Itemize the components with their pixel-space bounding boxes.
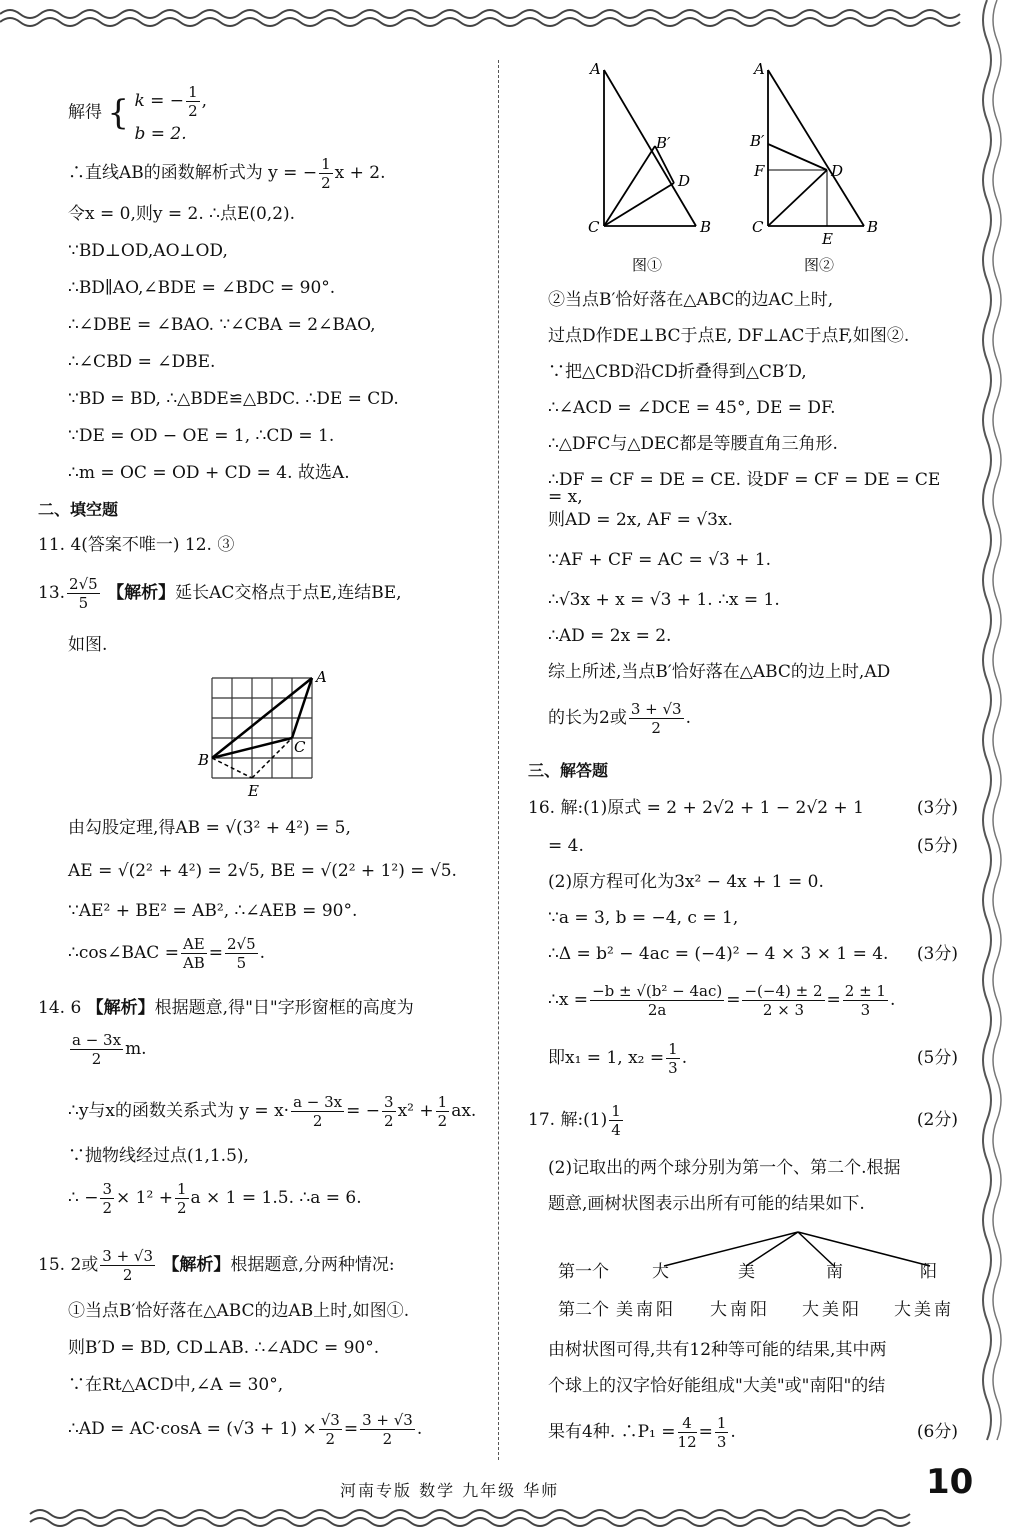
fig2-label-a: A	[754, 60, 765, 78]
text-line: ∴y与x的函数关系式为 y = x· $\frac{a - 3x}{2}$ = − $\frac{3}{2}$ x² + $\frac{1}{2}$ ax.	[68, 1093, 477, 1130]
grid-label-c: C	[294, 738, 306, 756]
fig1-label-bprime: B′	[656, 134, 671, 152]
fig1-label-b: B	[700, 218, 712, 236]
text-line: 题意,画树状图表示出所有可能的结果如下.	[548, 1194, 865, 1214]
text-line: ∵DE = OD − OE = 1, ∴CD = 1.	[68, 426, 335, 446]
text-line: ∴∠ACD = ∠DCE = 45°, DE = DF.	[548, 398, 836, 418]
page-footer: 河南专版 数学 九年级 华师	[340, 1481, 560, 1500]
text-line: ∵抛物线经过点(1,1.5),	[68, 1146, 249, 1166]
top-wave-border	[0, 0, 1017, 40]
fig2-label-c: C	[752, 218, 764, 236]
text-line: ∵AE² + BE² = AB², ∴∠AEB = 90°.	[68, 901, 358, 921]
tree-node: 大	[652, 1262, 669, 1282]
text-line: $\frac{a - 3x}{2}$ m.	[72, 1031, 147, 1068]
q16-line2: = 4. (5分)	[548, 836, 958, 856]
text-line: ①当点B′恰好落在△ABC的边AB上时,如图①.	[68, 1301, 410, 1321]
grid-label-a: A	[316, 670, 327, 686]
q16-line1: 16. 解:(1)原式 = 2 + 2√2 + 1 − 2√2 + 1 (3分)	[528, 798, 958, 818]
text-line: ∴cos∠BAC = $\frac{AE}{AB}$ = $\frac{2√5}{5}$ .	[68, 935, 266, 972]
text-line: 由勾股定理,得AB = √(3² + 4²) = 5,	[68, 818, 351, 838]
text-line: 过点D作DE⊥BC于点E, DF⊥AC于点F,如图②.	[548, 326, 910, 346]
q16-formula: ∴x = $\frac{\text{−b ± √(b² − 4ac)}}{2a}$ = $\frac{-(-4) \pm 2}{2 \times 3}$ = $\frac{2 \pm 1}{3}$ .	[548, 982, 896, 1019]
text-line: ∵a = 3, b = −4, c = 1,	[548, 908, 739, 928]
text-line: ∴AD = 2x = 2.	[548, 626, 672, 646]
tree-leaf-group: 大南阳	[710, 1300, 770, 1320]
fig2-label-f: F	[754, 162, 765, 180]
fig2-label-d: D	[831, 162, 844, 180]
q17-line6: 果有4种. ∴P₁ = $\frac{4}{12}$ = $\frac{1}{3}$ . (6分)	[548, 1414, 958, 1451]
tree-leaf-group: 大美阳	[802, 1300, 862, 1320]
text-line: ∴AD = AC·cosA = (√3 + 1) × $\frac{√3}{2}$ = $\frac{3 + √3}{2}$ .	[68, 1411, 423, 1448]
grid-figure	[192, 670, 342, 800]
text-line: ∴ − $\frac{3}{2}$ × 1² + $\frac{1}{2}$ a × 1 = 1.5. ∴a = 6.	[68, 1180, 362, 1217]
text-line: 的长为2或 $\frac{3 + √3}{2}$ .	[548, 700, 691, 737]
q16-line7: 即x₁ = 1, x₂ = $\frac{1}{3}$ . (5分)	[548, 1040, 958, 1077]
fig1-label-a: A	[590, 60, 601, 78]
text-line: ∴m = OC = OD + CD = 4. 故选A.	[68, 463, 350, 483]
triangle-figures	[580, 58, 890, 283]
text-line: ∴△DFC与△DEC都是等腰直角三角形.	[548, 434, 838, 454]
text-line: ∴√3x + x = √3 + 1. ∴x = 1.	[548, 590, 780, 610]
text-line: ∵AF + CF = AC = √3 + 1.	[548, 550, 772, 570]
text-line: AE = √(2² + 4²) = 2√5, BE = √(2² + 1²) = √5.	[68, 861, 457, 881]
q13-head: 13. $\frac{2√5}{5}$ 【解析】延长AC交格点于点E,连结BE,	[38, 575, 402, 612]
q17-line1: 17. 解:(1) $\frac{1}{4}$ (2分)	[528, 1102, 958, 1139]
answer-line: 11. 4(答案不唯一) 12. ③	[38, 535, 235, 555]
fig2-label-e: E	[822, 230, 833, 248]
fig1-label-d: D	[678, 172, 691, 190]
text-line: 综上所述,当点B′恰好落在△ABC的边上时,AD	[548, 662, 891, 682]
text-line: 则AD = 2x, AF = √3x.	[548, 510, 733, 530]
text-line: ∴∠CBD = ∠DBE.	[68, 352, 216, 372]
text-line: 令x = 0,则y = 2. ∴点E(0,2).	[68, 204, 296, 224]
tree-node: 南	[826, 1262, 843, 1282]
grid-label-e: E	[248, 782, 259, 800]
text-line: ∵在Rt△ACD中,∠A = 30°,	[68, 1375, 284, 1395]
fig2-caption: 图②	[804, 256, 835, 274]
text-line: 则B′D = BD, CD⊥AB. ∴∠ADC = 90°.	[68, 1338, 380, 1358]
tree-branches	[638, 1226, 958, 1276]
q14-head: 14. 6 【解析】根据题意,得"日"字形窗框的高度为	[38, 998, 414, 1018]
text-line: ∵BD = BD, ∴△BDE≌△BDC. ∴DE = CD.	[68, 389, 399, 409]
fraction: $\frac{1}{2}$	[188, 83, 198, 120]
text-line: ∵BD⊥OD,AO⊥OD,	[68, 241, 228, 261]
tree-leaf-group: 美南阳	[616, 1300, 676, 1320]
fig1-caption: 图①	[632, 256, 663, 274]
brace: {	[107, 93, 130, 133]
q15-head: 15. 2或 $\frac{3 + √3}{2}$ 【解析】根据题意,分两种情况:	[38, 1247, 395, 1284]
text-line: 如图.	[68, 635, 108, 655]
tree-leaf-group: 大美南	[894, 1300, 954, 1320]
text-line: ∴∠DBE = ∠BAO. ∵∠CBA = 2∠BAO,	[68, 315, 376, 335]
page-number: 10	[926, 1462, 974, 1502]
tree-node: 美	[738, 1262, 755, 1282]
text-line: (2)原方程可化为3x² − 4x + 1 = 0.	[548, 872, 824, 892]
section-heading: 二、填空题	[38, 500, 119, 519]
solve-system: 解得 { k = − $\frac{1}{2}$ , b = 2.	[68, 83, 208, 144]
text-line: ∵把△CBD沿CD折叠得到△CB′D,	[548, 362, 807, 382]
right-wave-border	[957, 0, 1017, 1536]
text-line: (2)记取出的两个球分别为第一个、第二个.根据	[548, 1158, 901, 1178]
fig2-label-b: B	[867, 218, 879, 236]
q16-line5: ∴Δ = b² − 4ac = (−4)² − 4 × 3 × 1 = 4. (3分)	[548, 944, 958, 964]
grid-label-b: B	[198, 751, 210, 769]
text-line: 个球上的汉字恰好能组成"大美"或"南阳"的结	[548, 1376, 886, 1396]
text-line: 由树状图可得,共有12种等可能的结果,其中两	[548, 1340, 887, 1360]
section-heading: 三、解答题	[528, 761, 609, 780]
bottom-wave-border	[0, 1496, 1017, 1536]
text-line: ②当点B′恰好落在△ABC的边AC上时,	[548, 290, 834, 310]
text-line: ∴BD∥AO,∠BDE = ∠BDC = 90°.	[68, 278, 336, 298]
tree-node: 阳	[920, 1262, 937, 1282]
text-line: ∴DF = CF = DE = CE. 设DF = CF = DE = CE = x,	[548, 470, 941, 507]
text-line: ∴直线AB的函数解析式为 y = − $\frac{1}{2}$ x + 2.	[68, 155, 386, 192]
column-divider	[498, 60, 499, 1460]
fig2-label-bprime: B′	[750, 132, 765, 150]
fig1-label-c: C	[588, 218, 600, 236]
